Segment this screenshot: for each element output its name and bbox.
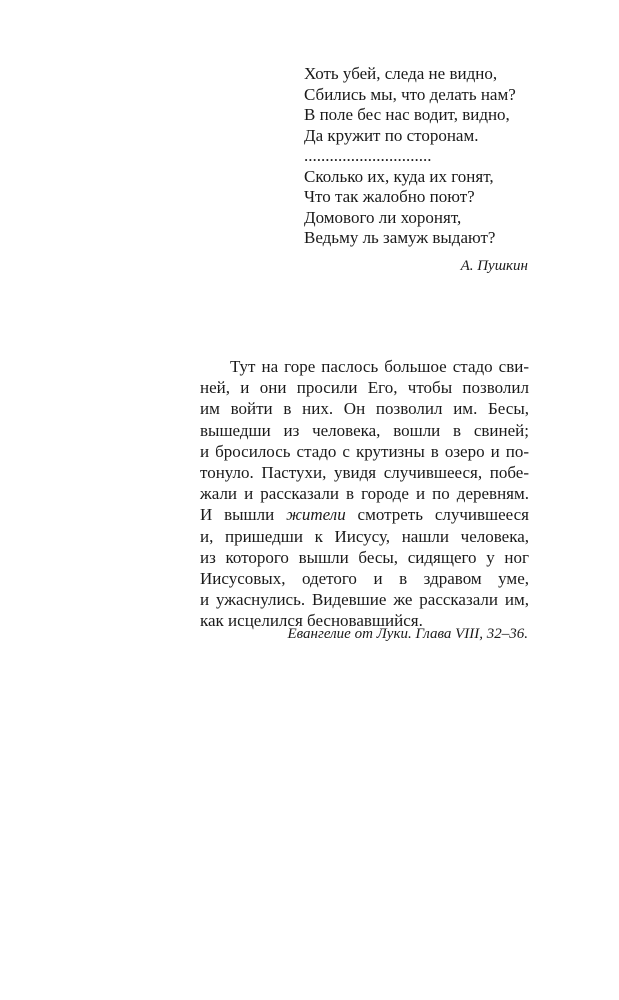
poem-line: Сколько их, куда их гонят, — [304, 166, 494, 186]
paragraph-line: и ужаснулись. Видевшие же рассказали им, — [200, 590, 529, 610]
paragraph-line: и бросилось стадо с крутизны в озеро и по- — [200, 441, 529, 461]
paragraph-line: им войти в них. Он позволил им. Бесы, — [200, 399, 529, 419]
paragraph-line: из которого вышли бесы, сидящего у ног — [200, 547, 529, 567]
paragraph-line: Иисусовых, одетого и в здравом уме, — [200, 569, 529, 589]
paragraph-line — [200, 504, 529, 525]
poem-line: Домового ли хоронят, — [304, 207, 462, 227]
paragraph-line: вышедши из человека, вошли в свиней; — [200, 420, 529, 440]
poem-line: Что так жалобно поют? — [304, 187, 475, 206]
scripture-source: Евангелие от Луки. Глава VIII, 32–36. — [287, 626, 528, 642]
paragraph-line: ней, и они просили Его, чтобы позволил — [200, 378, 529, 398]
paragraph-line: и, пришедши к Иисусу, нашли человека, — [200, 526, 529, 546]
poem-line: Ведьму ль замуж выдают? — [304, 228, 496, 247]
epigraph-poem — [304, 64, 534, 249]
scripture-paragraph — [200, 356, 529, 632]
paragraph-line: тонуло. Пастухи, увидя случившееся, побе- — [200, 463, 529, 483]
epigraph-author: А. Пушкин — [460, 258, 528, 274]
paragraph-line: жали и рассказали в городе и по деревням. — [200, 484, 529, 504]
poem-ellipsis: .............................. — [304, 146, 432, 165]
poem-line: Хоть убей, следа не видно, — [304, 64, 498, 83]
emphasized-word: жители — [286, 505, 346, 525]
poem-line: Сбились мы, что делать нам? — [304, 84, 516, 104]
poem-line: В поле бес нас водит, видно, — [304, 105, 510, 124]
line-text: И вышли — [200, 505, 287, 525]
line-text: смотреть случившееся — [345, 505, 529, 525]
paragraph-line: как исцелился бесновавшийся. — [200, 611, 423, 631]
poem-line: Да кружит по сторонам. — [304, 125, 479, 145]
paragraph-line: Тут на горе паслось большое стадо сви- — [230, 357, 529, 376]
